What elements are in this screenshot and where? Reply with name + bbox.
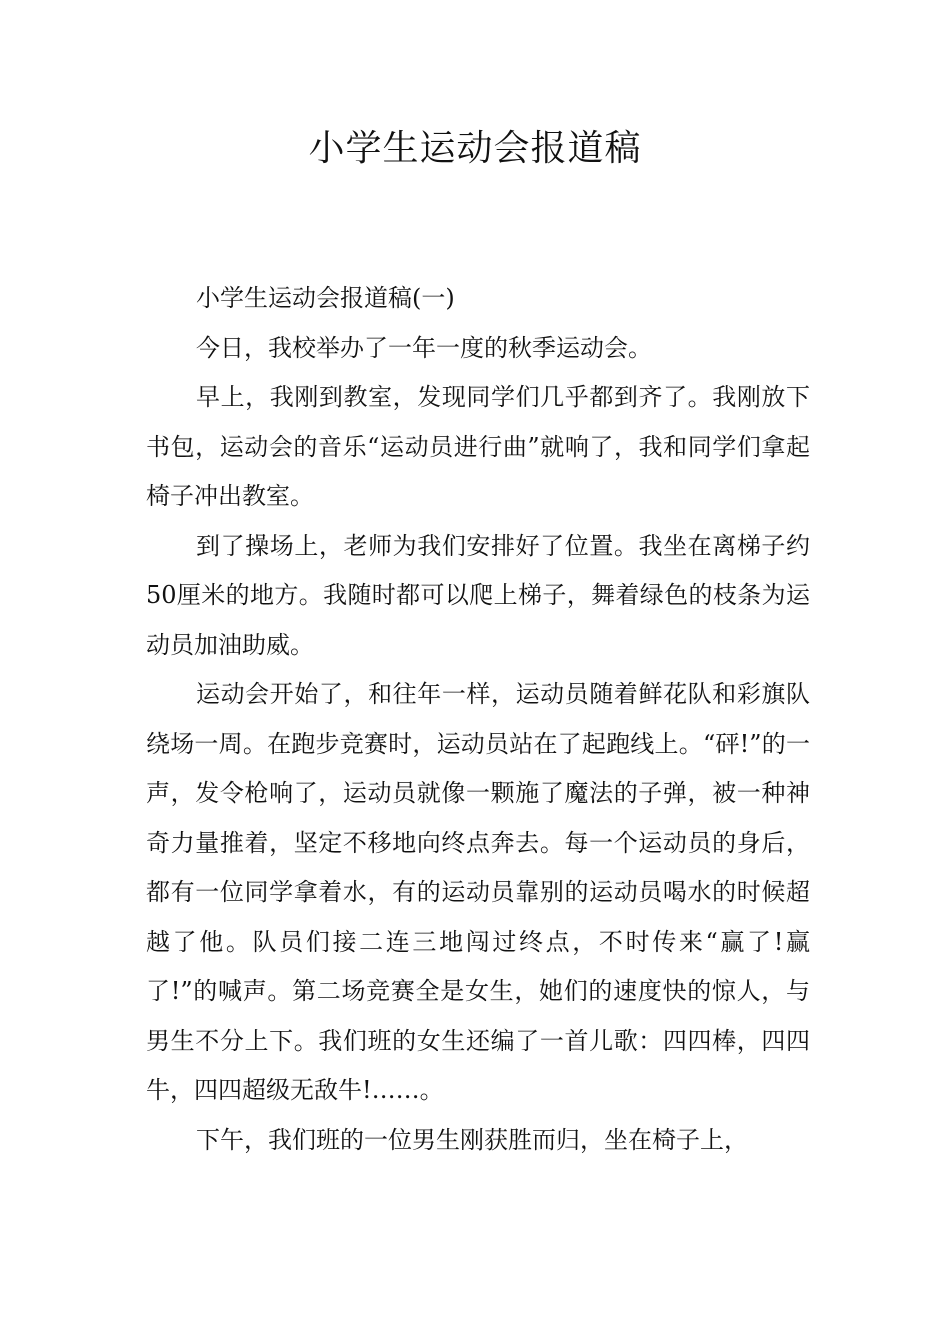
paragraph: 早上，我刚到教室，发现同学们几乎都到齐了。我刚放下书包，运动会的音乐“运动员进行曲”就响了，我和同学们拿起椅子冲出教室。 (146, 383, 810, 510)
section-heading: 小学生运动会报道稿(一) (196, 284, 455, 312)
document-title: 小学生运动会报道稿 (308, 128, 642, 169)
document-body (146, 274, 810, 1165)
paragraph: 到了操场上，老师为我们安排好了位置。我坐在离梯子约50厘米的地方。我随时都可以爬上梯子，舞着绿色的枝条为运动员加油助威。 (146, 531, 810, 659)
paragraph: 今日，我校举办了一年一度的秋季运动会。 (196, 333, 652, 362)
paragraph: 运动会开始了，和往年一样，运动员随着鲜花队和彩旗队绕场一周。在跑步竞赛时，运动员站在了起跑线上。“砰!”的一声，发令枪响了，运动员就像一颗施了魔法的子弹，被一种神奇力量推着，坚定不移地向终点奔去。每一个运动员的身后，都有一位同学拿着水，有的运动员靠别的运动员喝水的时候超越了他。队员们接二连三地闯过终点，不时传来“赢了!赢了!”的喊声。第二场竞赛全是女生，她们的速度快的惊人，与男生不分上下。我们班的女生还编了一首儿歌：四四棒，四四牛，四四超级无敌牛!……。 (146, 680, 810, 1104)
paragraph: 下午，我们班的一位男生刚获胜而归，坐在椅子上， (196, 1125, 748, 1154)
